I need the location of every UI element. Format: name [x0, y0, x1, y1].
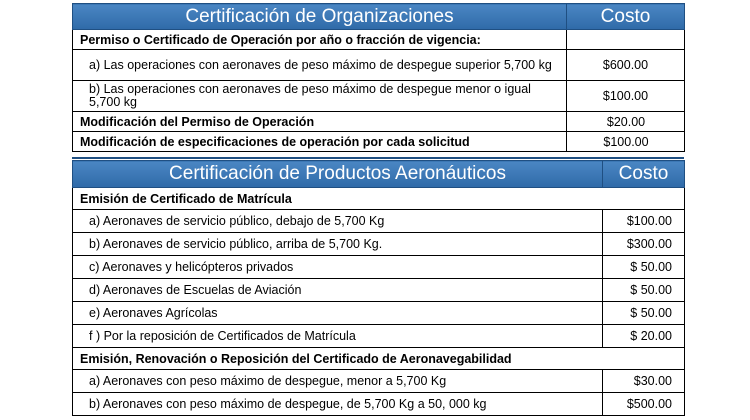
aeronautical-products-fee-table — [72, 160, 685, 416]
table-row — [73, 233, 685, 256]
item-cost: $ 50.00 — [603, 256, 685, 279]
organizations-fee-table — [72, 3, 685, 152]
section-row — [73, 188, 685, 210]
table-row — [73, 256, 685, 279]
item-label: a) Aeronaves con peso máximo de despegue, menor a 5,700 Kg — [73, 370, 603, 393]
item-label: f ) Por la reposición de Certificados de Matrícula — [73, 325, 603, 348]
table-row — [73, 132, 685, 152]
cost-header: Costo — [603, 161, 685, 188]
item-label: b) Aeronaves de servicio público, arriba de 5,700 Kg. — [73, 233, 603, 256]
table-row — [73, 112, 685, 132]
item-cost: $ 50.00 — [603, 302, 685, 325]
cost-header: Costo — [567, 4, 685, 30]
section-title: Emisión, Renovación o Reposición del Certificado de Aeronavegabilidad — [73, 348, 685, 370]
table-row — [73, 81, 685, 112]
item-cost: $300.00 — [603, 233, 685, 256]
section-title: Permiso o Certificado de Operación por año o fracción de vigencia: — [73, 30, 567, 50]
table-separator — [72, 157, 684, 159]
table-header-row — [73, 4, 685, 30]
item-label: e) Aeronaves Agrícolas — [73, 302, 603, 325]
row-label: Modificación del Permiso de Operación — [73, 112, 567, 132]
empty-cell — [567, 30, 685, 50]
section-row — [73, 30, 685, 50]
table-row — [73, 370, 685, 393]
item-cost: $100.00 — [567, 81, 685, 112]
item-cost: $ 20.00 — [603, 325, 685, 348]
row-cost: $20.00 — [567, 112, 685, 132]
item-label: a) Las operaciones con aeronaves de peso máximo de despegue superior 5,700 kg — [73, 50, 567, 81]
item-label: a) Aeronaves de servicio público, debajo de 5,700 Kg — [73, 210, 603, 233]
item-cost: $ 50.00 — [603, 279, 685, 302]
item-cost: $100.00 — [603, 210, 685, 233]
table-title: Certificación de Productos Aeronáuticos — [73, 161, 603, 188]
table-row — [73, 210, 685, 233]
table-row — [73, 393, 685, 416]
section-title: Emisión de Certificado de Matrícula — [73, 188, 685, 210]
table-row — [73, 302, 685, 325]
table-header-row — [73, 161, 685, 188]
item-label: b) Las operaciones con aeronaves de peso máximo de despegue menor o igual 5,700 kg — [73, 81, 567, 112]
table-row — [73, 50, 685, 81]
item-label: d) Aeronaves de Escuelas de Aviación — [73, 279, 603, 302]
item-label: b) Aeronaves con peso máximo de despegue, de 5,700 Kg a 50, 000 kg — [73, 393, 603, 416]
table-row — [73, 279, 685, 302]
section-row — [73, 348, 685, 370]
row-label: Modificación de especificaciones de operación por cada solicitud — [73, 132, 567, 152]
table-title: Certificación de Organizaciones — [73, 4, 567, 30]
item-cost: $600.00 — [567, 50, 685, 81]
item-label: c) Aeronaves y helicópteros privados — [73, 256, 603, 279]
row-cost: $100.00 — [567, 132, 685, 152]
table-row — [73, 325, 685, 348]
item-cost: $500.00 — [603, 393, 685, 416]
item-cost: $30.00 — [603, 370, 685, 393]
